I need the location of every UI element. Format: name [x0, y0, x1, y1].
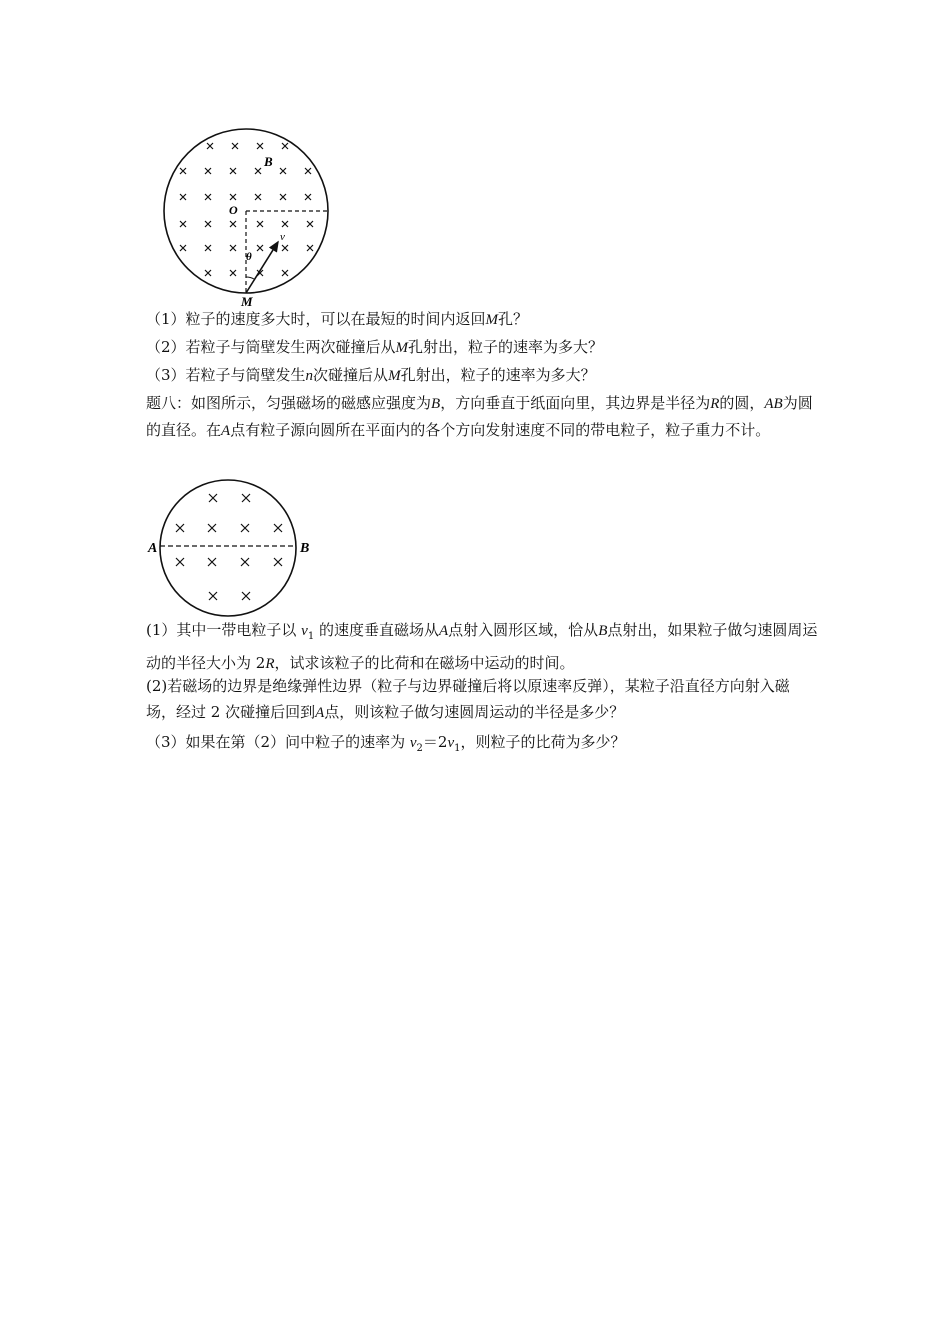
cross-mark — [241, 558, 249, 566]
cross-mark — [180, 245, 186, 251]
cross-mark — [241, 524, 249, 532]
cross-mark — [280, 168, 286, 174]
cross-mark — [282, 221, 288, 227]
cross-mark — [209, 494, 217, 502]
cross-mark — [205, 168, 211, 174]
q8-intro: 题八：如图所示，匀强磁场的磁感应强度为B，方向垂直于纸面向里，其边界是半径为R的圆，AB为圆的直径。在A点有粒子源向圆所在平面内的各个方向发射速度不同的带电粒子，粒子重力不计。 — [146, 394, 813, 439]
cross-mark — [257, 245, 263, 251]
cross-mark — [230, 194, 236, 200]
q7-part2: （2）若粒子与筒壁发生两次碰撞后从M孔射出，粒子的速率为多大？ — [146, 338, 604, 356]
figure-circular-field-m — [150, 120, 350, 310]
cross-mark — [307, 221, 313, 227]
cross-mark — [205, 221, 211, 227]
label-m: M — [241, 294, 253, 309]
cross-mark — [205, 245, 211, 251]
cross-mark — [205, 194, 211, 200]
label-theta: θ — [246, 251, 252, 263]
cross-mark — [282, 245, 288, 251]
cross-mark — [180, 221, 186, 227]
label-b: B — [300, 541, 310, 556]
cross-mark — [282, 270, 288, 276]
cross-mark — [274, 524, 282, 532]
cross-mark — [274, 558, 282, 566]
cross-mark — [232, 143, 238, 149]
label-b: B — [264, 154, 273, 169]
cross-mark — [208, 524, 216, 532]
q8-part2: (2)若磁场的边界是绝缘弹性边界（粒子与边界碰撞后将以原速率反弹），某粒子沿直径方向射入磁场，经过 2 次碰撞后回到A点，则该粒子做匀速圆周运动的半径是多少？ — [146, 677, 790, 721]
cross-mark — [257, 221, 263, 227]
q8-part1: (1）其中一带电粒子以 $v_1$ 的速度垂直磁场从A点射入圆形区域，恰从B点射出，如果粒子做匀速圆周运动的半径大小为 2R，试求该粒子的比荷和在磁场中运动的时间。 — [146, 621, 818, 672]
q7-part1: （1）粒子的速度多大时，可以在最短的时间内返回M孔？ — [146, 310, 529, 328]
cross-mark — [242, 494, 250, 502]
cross-mark — [280, 194, 286, 200]
cross-mark — [176, 558, 184, 566]
cross-mark — [255, 194, 261, 200]
label-a: A — [148, 541, 158, 556]
field-boundary-circle — [160, 480, 296, 616]
label-o: O — [229, 203, 238, 217]
theta-angle-arc — [246, 277, 254, 279]
cross-mark — [230, 270, 236, 276]
cross-mark — [180, 194, 186, 200]
cross-mark — [230, 168, 236, 174]
cross-mark — [180, 168, 186, 174]
cross-mark — [176, 524, 184, 532]
cross-mark — [307, 245, 313, 251]
cross-mark — [305, 168, 311, 174]
cross-mark — [305, 194, 311, 200]
figure-circular-field-ab — [140, 478, 330, 620]
q7-part3: （3）若粒子与筒壁发生n次碰撞后从M孔射出，粒子的速率为多大？ — [146, 366, 596, 384]
cross-mark — [282, 143, 288, 149]
cross-mark — [205, 270, 211, 276]
cross-mark — [230, 245, 236, 251]
cross-mark — [257, 143, 263, 149]
cross-mark — [209, 592, 217, 600]
field-crosses-into-page — [176, 494, 282, 600]
label-v: v — [280, 231, 285, 243]
q8-part3: （3）如果在第（2）问中粒子的速率为 $v_2=2v_1$，则粒子的比荷为多少？ — [146, 733, 626, 754]
cross-mark — [208, 558, 216, 566]
cross-mark — [230, 221, 236, 227]
cross-mark — [207, 143, 213, 149]
cross-mark — [255, 168, 261, 174]
cross-mark — [242, 592, 250, 600]
